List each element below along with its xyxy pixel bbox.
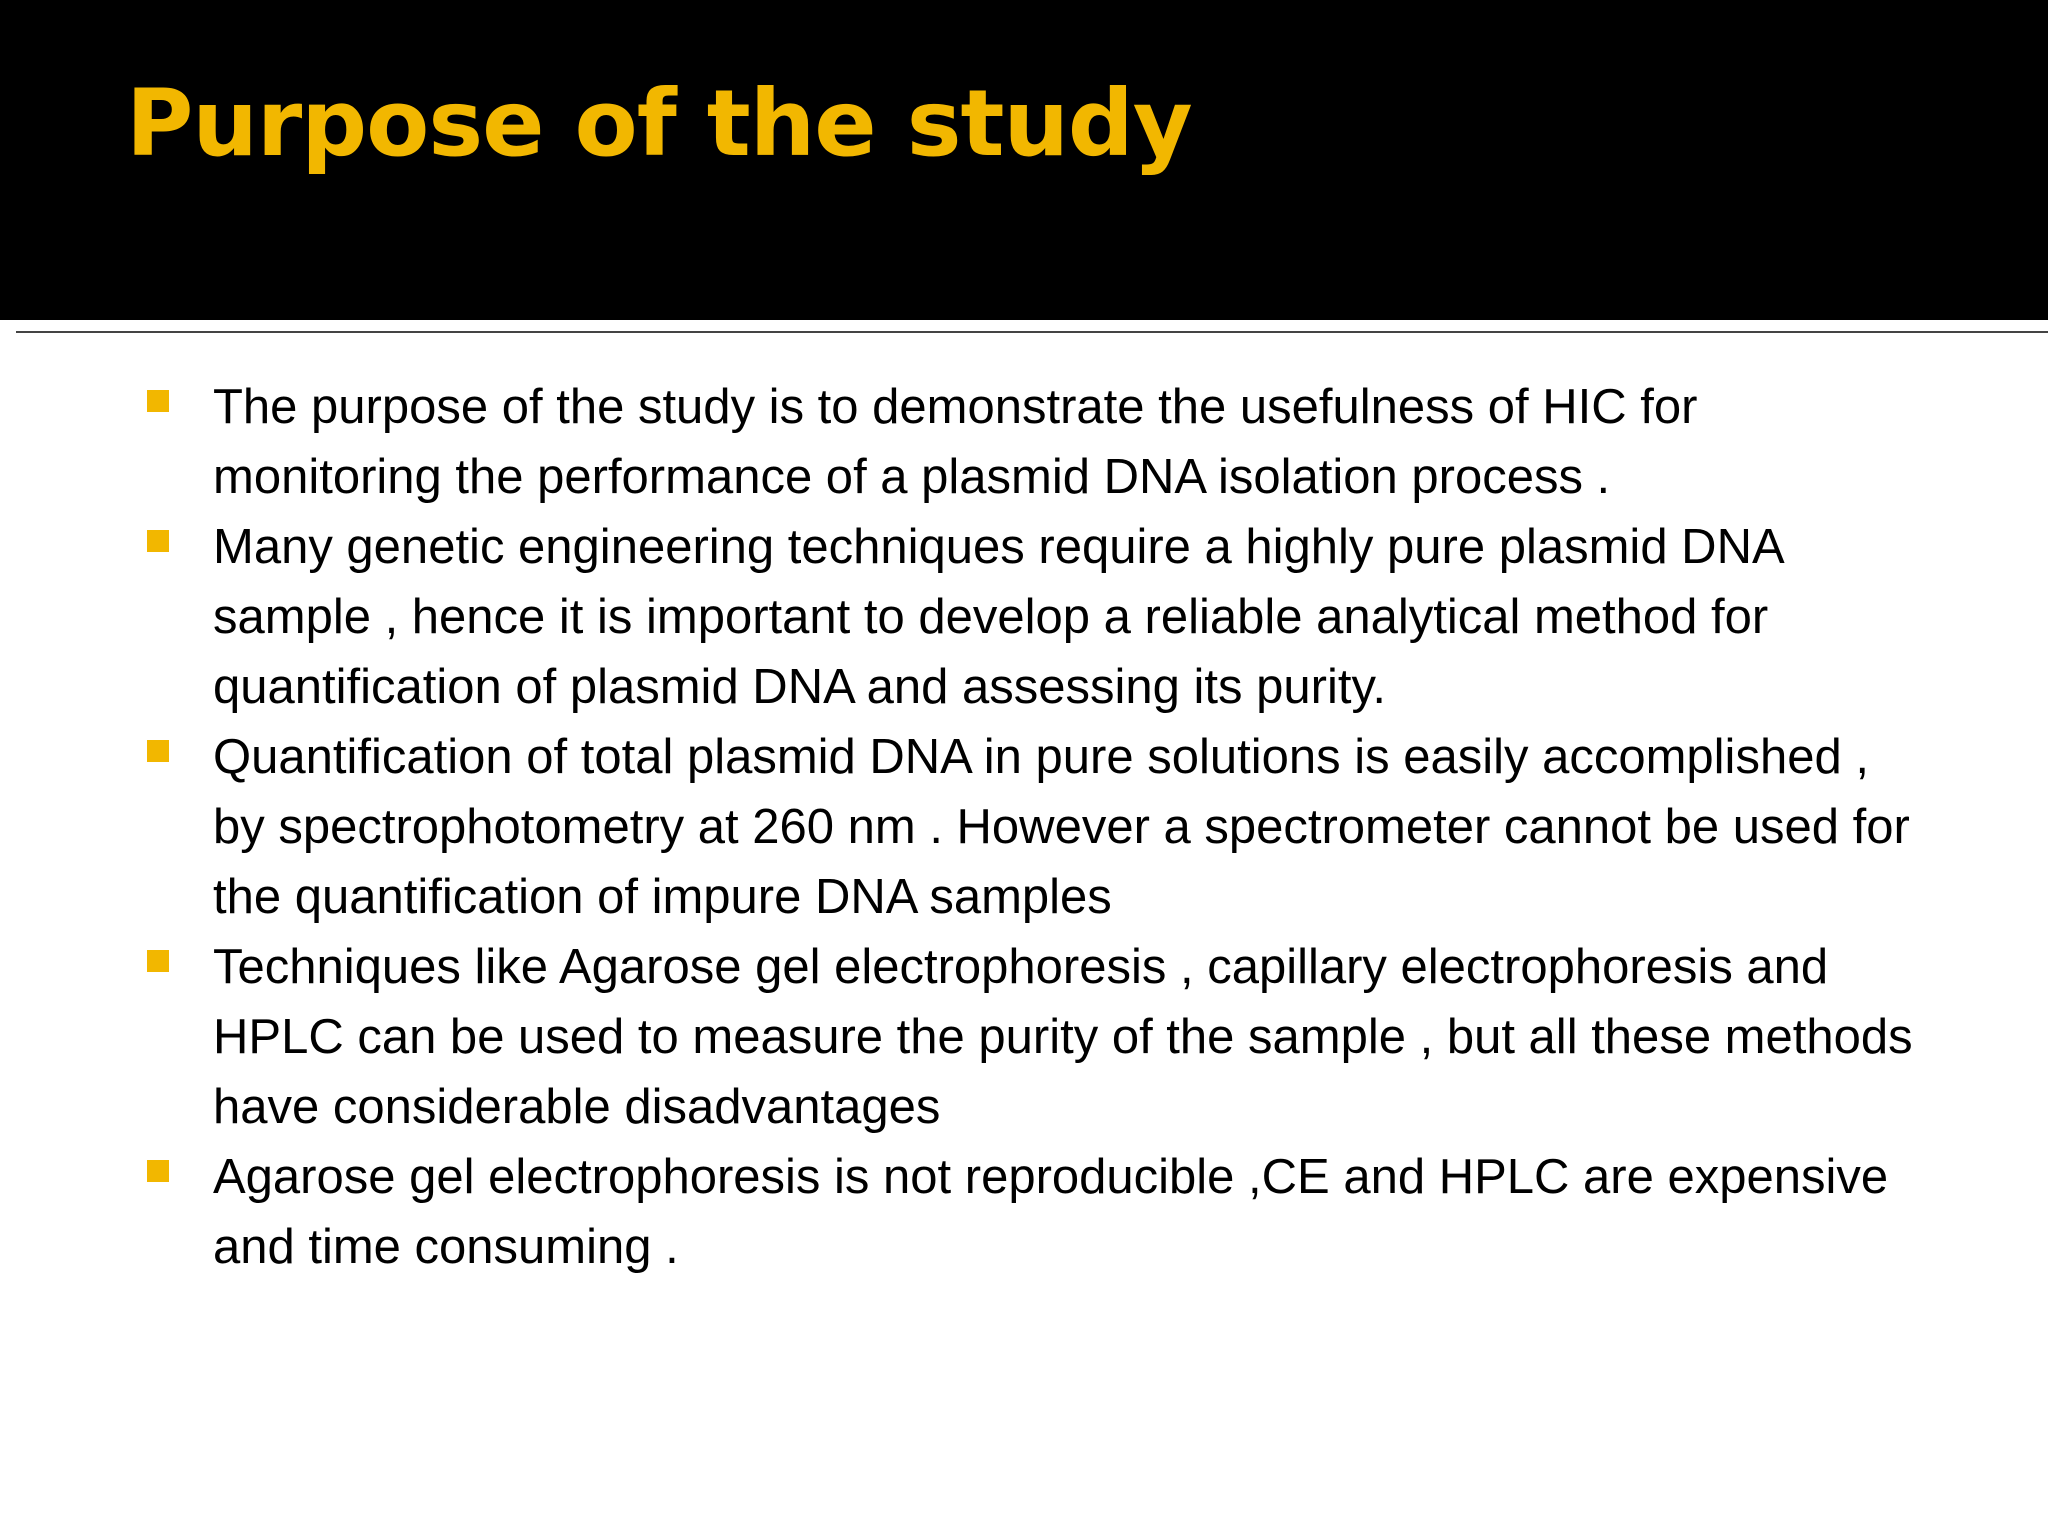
square-bullet-icon — [147, 390, 169, 412]
bullet-text: Agarose gel electrophoresis is not reproducible ,CE and HPLC are expensive and time consuming . — [213, 1150, 1889, 1274]
bullet-item — [145, 372, 1925, 512]
square-bullet-icon — [147, 1160, 169, 1182]
bullet-item — [145, 512, 1925, 722]
square-bullet-icon — [147, 530, 169, 552]
title-divider — [16, 331, 2048, 333]
title-band — [0, 0, 2048, 320]
bullet-list — [145, 372, 1925, 1282]
slide-title: Purpose of the study — [126, 70, 1192, 177]
bullet-text: Quantification of total plasmid DNA in pure solutions is easily accomplished , by spectrophotometry at 260 nm . However a spectrometer cannot be used for the quantification of impure DNA samples — [213, 730, 1910, 924]
bullet-text: The purpose of the study is to demonstrate the usefulness of HIC for monitoring the performance of a plasmid DNA isolation process . — [213, 380, 1698, 504]
bullet-item — [145, 722, 1925, 932]
bullet-item — [145, 932, 1925, 1142]
bullet-text: Many genetic engineering techniques require a highly pure plasmid DNA sample , hence it is important to develop a reliable analytical method for quantification of plasmid DNA and assessing its purity. — [213, 520, 1782, 714]
square-bullet-icon — [147, 950, 169, 972]
bullet-text: Techniques like Agarose gel electrophoresis , capillary electrophoresis and HPLC can be used to measure the purity of the sample , but all these methods have considerable disadvantages — [213, 940, 1913, 1134]
bullet-item — [145, 1142, 1925, 1282]
square-bullet-icon — [147, 740, 169, 762]
